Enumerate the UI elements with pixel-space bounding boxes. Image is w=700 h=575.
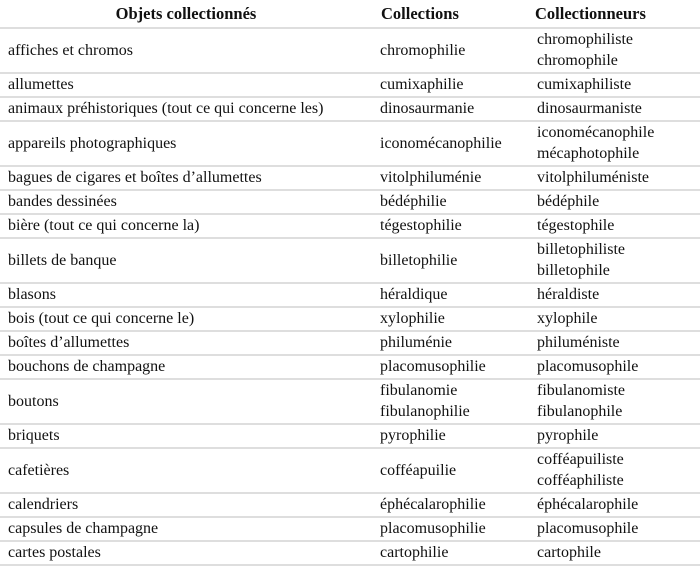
cell-objet: billets de banque bbox=[0, 238, 372, 283]
cell-collectionneur bbox=[529, 121, 700, 166]
collection-term: héraldique bbox=[380, 286, 448, 303]
header-row bbox=[0, 4, 700, 28]
cell-objet: bouchons de champagne bbox=[0, 355, 372, 379]
collection-term: placomusophilie bbox=[380, 358, 486, 375]
collectionneur-term: billetophiliste bbox=[537, 241, 625, 258]
cell-objet: boutons bbox=[0, 379, 372, 424]
table-row bbox=[0, 121, 700, 166]
cell-collection bbox=[372, 379, 529, 424]
cell-collection bbox=[372, 493, 529, 517]
cell-collection bbox=[372, 214, 529, 238]
collectionneur-term: cartophile bbox=[537, 544, 601, 561]
collectionneur-term: xylophile bbox=[537, 310, 598, 327]
table-row bbox=[0, 448, 700, 493]
cell-objet: bière (tout ce qui concerne la) bbox=[0, 214, 372, 238]
cell-objet: cafetières bbox=[0, 448, 372, 493]
cell-objet: calendriers bbox=[0, 493, 372, 517]
collectionneur-term: mécaphotophile bbox=[537, 145, 640, 162]
table-row bbox=[0, 97, 700, 121]
cell-collectionneur bbox=[529, 424, 700, 448]
cell-objet: animaux préhistoriques (tout ce qui concerne les) bbox=[0, 97, 372, 121]
cell-collectionneur bbox=[529, 541, 700, 565]
table-row bbox=[0, 355, 700, 379]
cell-collectionneur bbox=[529, 517, 700, 541]
table-row bbox=[0, 379, 700, 424]
cell-objet: blasons bbox=[0, 283, 372, 307]
table-row bbox=[0, 190, 700, 214]
collectionneur-term: vitolphiluméniste bbox=[537, 169, 649, 186]
collectionneur-term: fibulanophile bbox=[537, 403, 623, 420]
collection-term: chromophilie bbox=[380, 41, 466, 59]
table-row bbox=[0, 166, 700, 190]
cell-collectionneur bbox=[529, 493, 700, 517]
cell-objet: cartes postales bbox=[0, 541, 372, 565]
collectionneur-term: cumixaphiliste bbox=[537, 76, 632, 93]
cell-objet: appareils photographiques bbox=[0, 121, 372, 166]
cell-collectionneur bbox=[529, 238, 700, 283]
collection-term: tégestophilie bbox=[380, 217, 462, 234]
collection-term: billetophilie bbox=[380, 251, 458, 269]
cell-collection bbox=[372, 355, 529, 379]
cell-collection bbox=[372, 448, 529, 493]
cell-collectionneur bbox=[529, 307, 700, 331]
table-row bbox=[0, 238, 700, 283]
collection-term: vitolphiluménie bbox=[380, 169, 482, 186]
table-row bbox=[0, 517, 700, 541]
collection-term: cumixaphilie bbox=[380, 76, 464, 93]
cell-collection bbox=[372, 331, 529, 355]
cell-collection bbox=[372, 238, 529, 283]
collectionneur-term: placomusophile bbox=[537, 358, 639, 375]
cell-collectionneur bbox=[529, 73, 700, 97]
table-body bbox=[0, 28, 700, 565]
cell-objet: affiches et chromos bbox=[0, 28, 372, 73]
collectionneur-term: chromophile bbox=[537, 52, 618, 69]
cell-collectionneur bbox=[529, 448, 700, 493]
cell-collection bbox=[372, 190, 529, 214]
cell-collection bbox=[372, 307, 529, 331]
cell-collectionneur bbox=[529, 355, 700, 379]
cell-objet: briquets bbox=[0, 424, 372, 448]
collections-table bbox=[0, 4, 700, 566]
collection-term: fibulanophilie bbox=[380, 403, 470, 420]
collection-term: cartophilie bbox=[380, 544, 449, 561]
cell-objet: bandes dessinées bbox=[0, 190, 372, 214]
collectionneur-term: éphécalarophile bbox=[537, 496, 639, 513]
collection-term: fibulanomie bbox=[380, 382, 458, 399]
collection-term: bédéphilie bbox=[380, 193, 447, 210]
collectionneur-term: cofféapuiliste bbox=[537, 451, 624, 468]
collectionneur-term: iconomécanophile bbox=[537, 124, 655, 141]
collection-term: iconomécanophilie bbox=[380, 134, 502, 152]
cell-collection bbox=[372, 541, 529, 565]
cell-collection bbox=[372, 166, 529, 190]
cell-collection bbox=[372, 73, 529, 97]
header-objets: Objets collectionnés bbox=[0, 4, 372, 28]
collectionneur-term: bédéphile bbox=[537, 193, 600, 210]
collectionneur-term: billetophile bbox=[537, 262, 610, 279]
table-row bbox=[0, 424, 700, 448]
collectionneur-term: tégestophile bbox=[537, 217, 615, 234]
cell-objet: bagues de cigares et boîtes d’allumettes bbox=[0, 166, 372, 190]
table-row bbox=[0, 214, 700, 238]
cell-collectionneur bbox=[529, 331, 700, 355]
collection-term: éphécalarophilie bbox=[380, 496, 486, 513]
collectionneur-term: placomusophile bbox=[537, 520, 639, 537]
cell-collectionneur bbox=[529, 97, 700, 121]
cell-collection bbox=[372, 121, 529, 166]
table-row bbox=[0, 541, 700, 565]
collection-term: placomusophilie bbox=[380, 520, 486, 537]
cell-collectionneur bbox=[529, 283, 700, 307]
cell-collection bbox=[372, 424, 529, 448]
collectionneur-term: cofféaphiliste bbox=[537, 472, 624, 489]
collectionneur-term: pyrophile bbox=[537, 427, 599, 444]
table-row bbox=[0, 331, 700, 355]
table-row bbox=[0, 73, 700, 97]
table-row bbox=[0, 283, 700, 307]
header-collectionneurs: Collectionneurs bbox=[529, 4, 700, 28]
cell-objet: bois (tout ce qui concerne le) bbox=[0, 307, 372, 331]
table-row bbox=[0, 28, 700, 73]
collection-term: dinosaurmanie bbox=[380, 100, 475, 117]
cell-collectionneur bbox=[529, 214, 700, 238]
collectionneur-term: chromophiliste bbox=[537, 31, 633, 48]
table-row bbox=[0, 493, 700, 517]
collection-term: philuménie bbox=[380, 334, 452, 351]
table-row bbox=[0, 307, 700, 331]
cell-collectionneur bbox=[529, 379, 700, 424]
collectionneur-term: dinosaurmaniste bbox=[537, 100, 642, 117]
header-collections: Collections bbox=[372, 4, 529, 28]
collection-term: pyrophilie bbox=[380, 427, 446, 444]
collection-term: cofféapuilie bbox=[380, 461, 457, 479]
cell-objet: boîtes d’allumettes bbox=[0, 331, 372, 355]
cell-objet: capsules de champagne bbox=[0, 517, 372, 541]
cell-collectionneur bbox=[529, 190, 700, 214]
cell-collection bbox=[372, 517, 529, 541]
cell-collectionneur bbox=[529, 166, 700, 190]
cell-collection bbox=[372, 283, 529, 307]
cell-objet: allumettes bbox=[0, 73, 372, 97]
collection-term: xylophilie bbox=[380, 310, 445, 327]
collectionneur-term: fibulanomiste bbox=[537, 382, 625, 399]
collectionneur-term: héraldiste bbox=[537, 286, 600, 303]
cell-collectionneur bbox=[529, 28, 700, 73]
collectionneur-term: philuméniste bbox=[537, 334, 620, 351]
cell-collection bbox=[372, 97, 529, 121]
cell-collection bbox=[372, 28, 529, 73]
